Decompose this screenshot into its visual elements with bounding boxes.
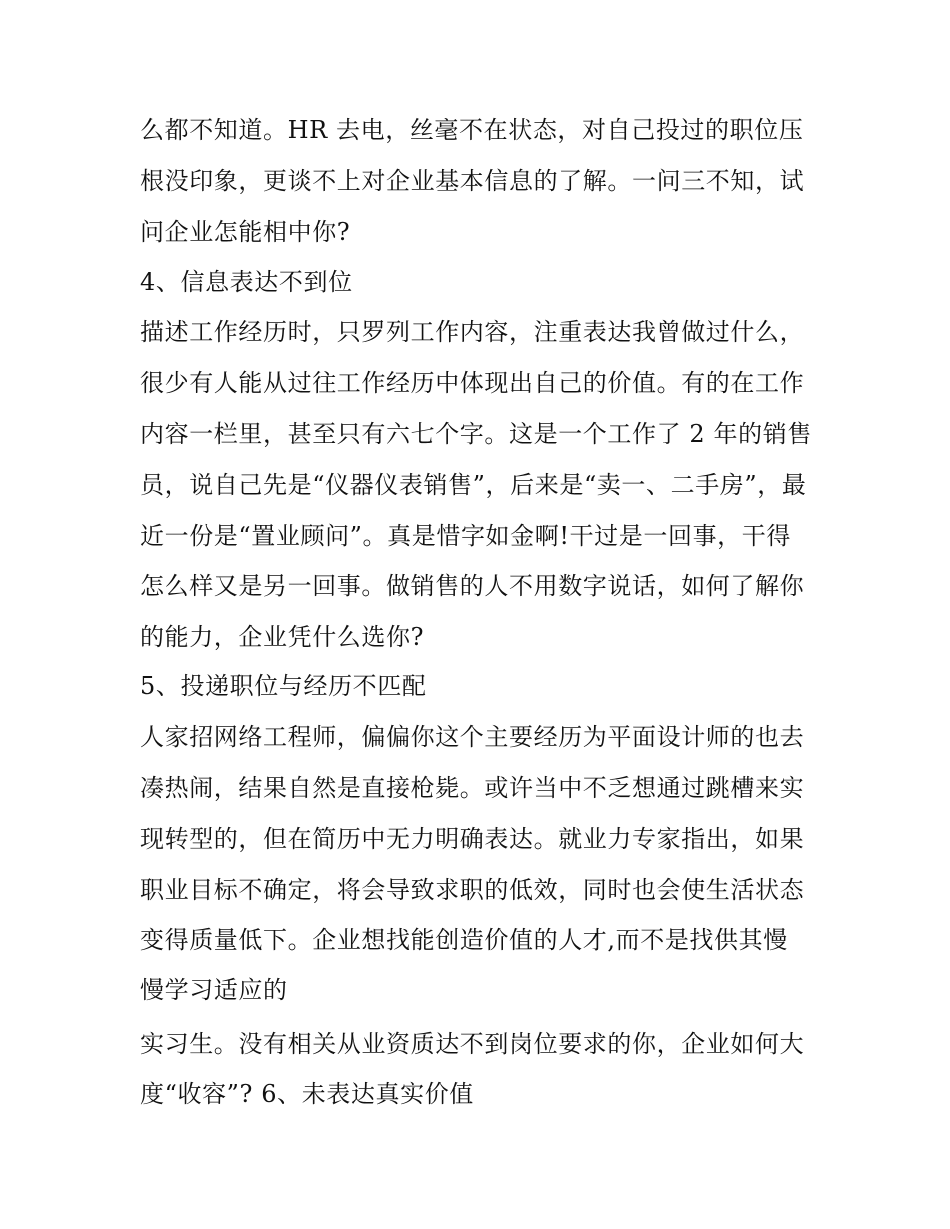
- paragraph-line: 问企业怎能相中你?: [140, 218, 351, 246]
- paragraph-line: 么都不知道。HR 去电，丝毫不在状态，对自己投过的职位压: [140, 116, 804, 144]
- paragraph-line: 的能力，企业凭什么选你?: [140, 623, 425, 651]
- paragraph-line: 根没印象，更谈不上对企业基本信息的了解。一问三不知，试: [140, 167, 805, 195]
- paragraph-line: 描述工作经历时，只罗列工作内容，注重表达我曾做过什么，: [140, 318, 805, 346]
- paragraph-line: 职业目标不确定，将会导致求职的低效，同时也会使生活状态: [140, 876, 805, 904]
- section-heading: 5、投递职位与经历不匹配: [140, 672, 427, 700]
- paragraph-line: 度“收容”? 6、未表达真实价值: [140, 1080, 474, 1108]
- paragraph-line: 员，说自己先是“仪器仪表销售”，后来是“卖一、二手房”，最: [140, 471, 807, 499]
- paragraph-line: 很少有人能从过往工作经历中体现出自己的价值。有的在工作: [140, 369, 805, 397]
- paragraph-line: 内容一栏里，甚至只有六七个字。这是一个工作了 2 年的销售: [140, 420, 812, 448]
- paragraph-line: 怎么样又是另一回事。做销售的人不用数字说话，如何了解你: [140, 572, 805, 600]
- paragraph-line: 人家招网络工程师，偏偏你这个主要经历为平面设计师的也去: [140, 723, 805, 751]
- paragraph-line: 现转型的，但在简历中无力明确表达。就业力专家指出，如果: [140, 825, 805, 853]
- paragraph-line: 近一份是“置业顾问”。真是惜字如金啊!干过是一回事，干得: [140, 522, 791, 550]
- paragraph-line: 慢学习适应的: [140, 976, 288, 1004]
- paragraph-line: 凑热闹，结果自然是直接枪毙。或许当中不乏想通过跳槽来实: [140, 774, 805, 802]
- section-heading: 4、信息表达不到位: [140, 268, 353, 296]
- paragraph-line: 变得质量低下。企业想找能创造价值的人才,而不是找供其慢: [140, 926, 788, 954]
- paragraph-line: 实习生。没有相关从业资质达不到岗位要求的你，企业如何大: [140, 1030, 805, 1058]
